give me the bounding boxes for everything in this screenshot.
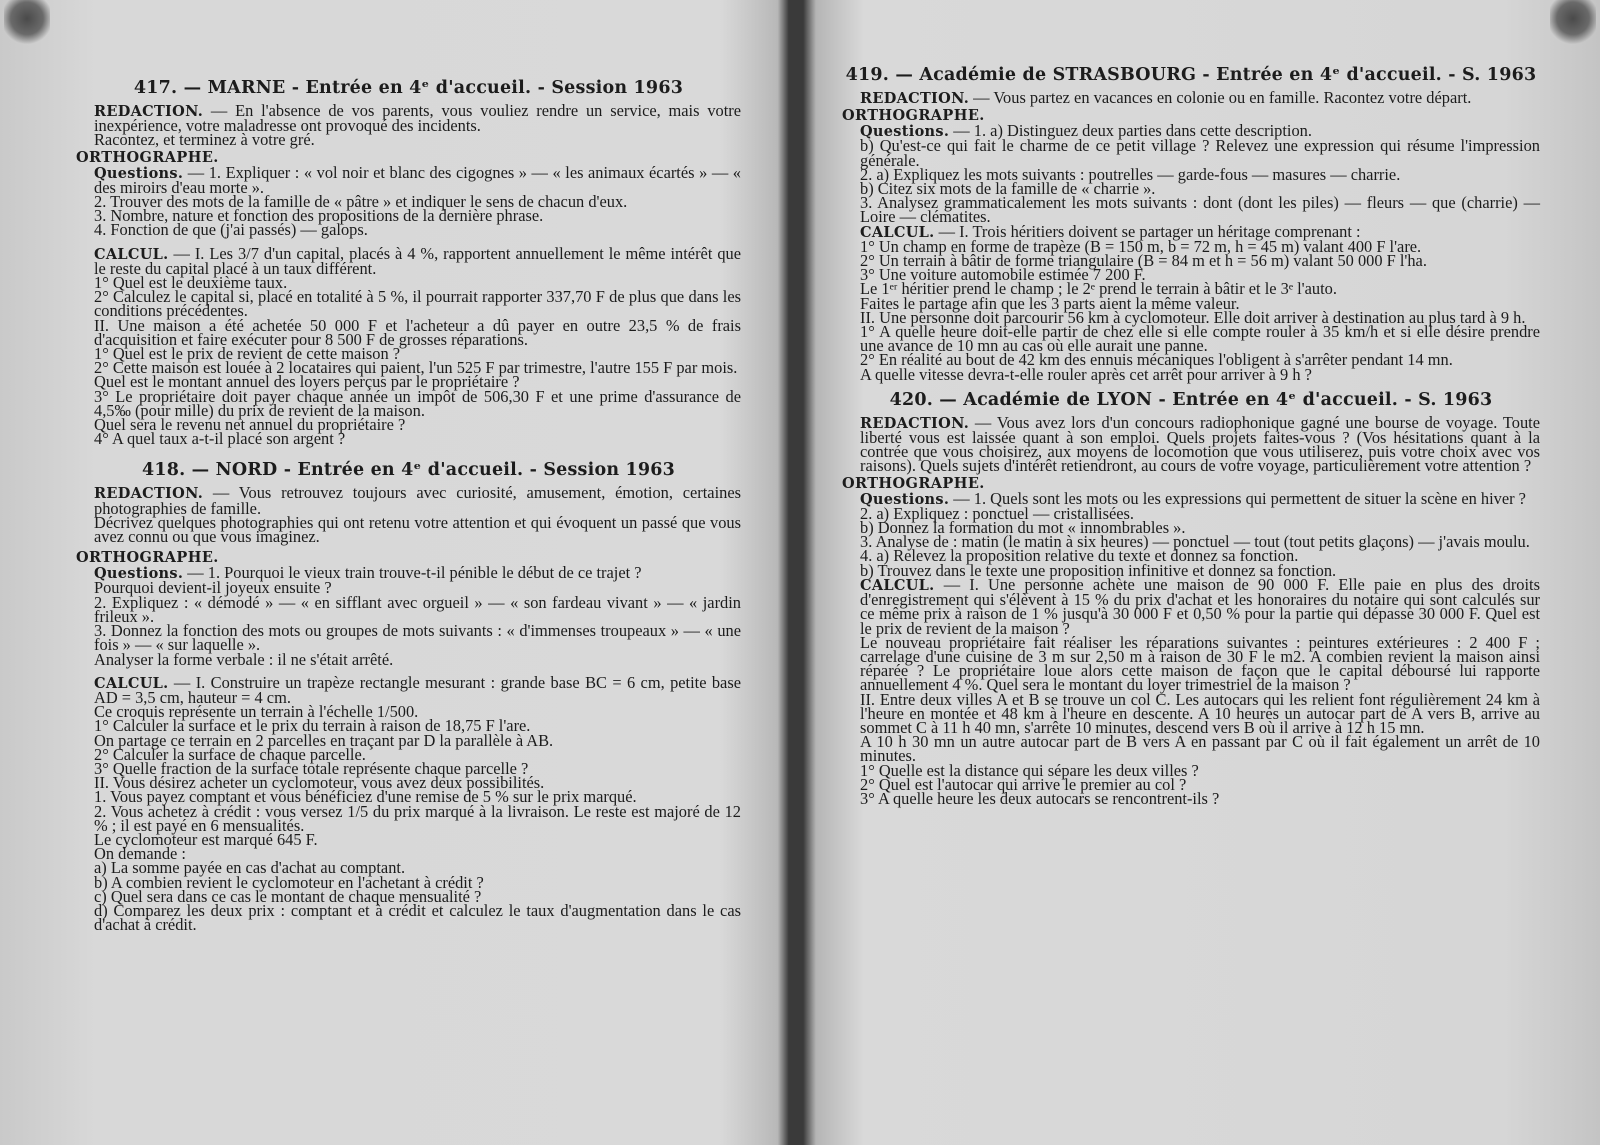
- exercise-420: [842, 390, 1540, 806]
- calcul-line: 2° Calculer la surface de chaque parcelle.: [94, 744, 366, 764]
- calcul-line: 3° Le propriétaire doit payer chaque année un impôt de 506,30 F et une prime d'assurance de 4,5‰ (pour mille) du prix de revient de la maison.: [94, 386, 741, 420]
- question-line: Questions. — 1. Expliquer : « vol noir et blanc des cigognes » — « les animaux écartés » — « des miroirs d'eau morte ».: [94, 162, 741, 197]
- exercise-heading: 419. — Académie de STRASBOURG - Entrée en 4ᵉ d'accueil. - S. 1963: [845, 65, 1537, 85]
- calcul-line: 1° Un champ en forme de trapèze (B = 150 m, b = 72 m, h = 45 m) valant 400 F l'are.: [860, 236, 1422, 256]
- calcul-line: II. Une maison a été achetée 50 000 F et l'acheteur a dû payer en outre 23,5 % de frais d'acquisition et faire exécuter pour 8 500 F de grosses réparations.: [94, 315, 741, 349]
- section-label: ORTHOGRAPHE.: [842, 474, 985, 492]
- calcul-line: 2° Cette maison est louée à 2 locataires qui paient, l'un 525 F par trimestre, l'autre 155 F par mois.: [94, 358, 738, 378]
- redaction-paragraph: REDACTION. — Vous partez en vacances en colonie ou en famille. Racontez votre départ.: [860, 88, 1472, 107]
- calcul-line: 2° Quel est l'autocar qui arrive le premier au col ?: [860, 774, 1187, 794]
- calcul-paragraph: CALCUL. — I. Trois héritiers doivent se partager un héritage comprenant :: [860, 221, 1361, 241]
- calcul-paragraph: CALCUL. — I. Construire un trapèze rectangle mesurant : grande base BC = 6 cm, petite base AD = 3,5 cm, hauteur = 4 cm.: [94, 672, 741, 707]
- calcul-line: 2. Vous achetez à crédit : vous versez 1/5 du prix marqué à la livraison. Le reste est majoré de 12 % ; il est payé en 6 mensualités.: [94, 801, 741, 835]
- calcul-line: 1° Quel est le deuxième taux.: [94, 273, 288, 293]
- section-label: ORTHOGRAPHE.: [842, 107, 985, 125]
- calcul-line: Le 1ᵉʳ héritier prend le champ ; le 2ᵉ prend le terrain à bâtir et le 3ᵉ l'auto.: [860, 279, 1337, 299]
- exercise-heading: 420. — Académie de LYON - Entrée en 4ᵉ d'accueil. - S. 1963: [889, 389, 1493, 410]
- calcul-line: 1° Calculer la surface et le prix du terrain à raison de 18,75 F l'are.: [94, 716, 531, 736]
- question-line: 2. a) Expliquez les mots suivants : poutrelles — garde-fous — masures — charrie.: [860, 164, 1401, 184]
- redaction-label: REDACTION.: [94, 103, 204, 120]
- question-line: 3. Analysez grammaticalement les mots suivants : dont (dont les piles) — fleurs — que (charrie) — Loire — clématites.: [860, 193, 1540, 227]
- exercise-417: [76, 78, 741, 449]
- question-line: b) Citez six mots de la famille de « charrie ».: [860, 179, 1156, 199]
- calcul-line: II. Vous désirez acheter un cyclomoteur, vous avez deux possibilités.: [94, 773, 545, 793]
- question-line: 4. Fonction de que (j'ai passés) — galops.: [94, 220, 368, 240]
- question-line: 3. Nombre, nature et fonction des propositions de la dernière phrase.: [94, 206, 544, 226]
- calcul-paragraph: CALCUL. — I. Une personne achète une maison de 90 000 F. Elle paie en plus des droits d'enregistrement qui s'élèvent à 15 % du prix d'achat et les honoraires du notaire qui sont calculés sur ce même prix à raison de 1 % jusqu'à 30 000 F et 0,50 % pour la partie qui dépasse 30 000 F. Quel est le prix de revient de la maison ?: [860, 574, 1540, 638]
- calcul-line: Ce croquis représente un terrain à l'échelle 1/500.: [94, 702, 419, 722]
- calcul-line: Quel sera le revenu net annuel du propriétaire ?: [94, 415, 406, 435]
- left-page: [0, 0, 785, 1145]
- redaction-paragraph: REDACTION. — En l'absence de vos parents, vous vouliez rendre un service, mais votre inexpérience, votre maladresse ont provoqué des incidents.: [94, 101, 741, 136]
- question-line: Questions. — 1. a) Distinguez deux parties dans cette description.: [860, 121, 1312, 141]
- question-line: Analyser la forme verbale : il ne s'était arrêté.: [94, 649, 394, 669]
- calcul-line: 1° Quelle est la distance qui sépare les deux villes ?: [860, 760, 1199, 780]
- question-line: 2. a) Expliquez : ponctuel — cristallisées.: [860, 503, 1135, 523]
- exercise-heading: 418. — NORD - Entrée en 4ᵉ d'accueil. - Session 1963: [141, 460, 676, 481]
- calcul-line: c) Quel sera dans ce cas le montant de chaque mensualité ?: [94, 886, 482, 906]
- calcul-line: Le nouveau propriétaire fait réaliser les réparations suivantes : peintures extérieures : 2 400 F ; carrelage d'une cuisine de 3 m sur 2,50 m à raison de 30 F le m2. A combien revient la maison ainsi réparée ? Le propriétaire loue alors cette maison de façon que le capital déboursé lui rapporte annuellement 4 %. Quel sera le montant du loyer trimestriel de la maison ?: [860, 632, 1540, 695]
- calcul-line: II. Une personne doit parcourir 56 km à cyclomoteur. Elle doit arriver à destination au plus tard à 9 h.: [860, 307, 1526, 327]
- calcul-line: On demande :: [94, 844, 186, 864]
- question-line: Questions. — 1. Pourquoi le vieux train trouve-t-il pénible le début de ce trajet ?: [94, 563, 642, 583]
- section-label: ORTHOGRAPHE.: [76, 148, 219, 166]
- calcul-line: a) La somme payée en cas d'achat au comptant.: [94, 858, 406, 878]
- calcul-line: 1° A quelle heure doit-elle partir de chez elle si elle compte rouler à 35 km/h et si elle désire prendre une avance de 10 mn au cas où elle aurait une panne.: [860, 322, 1540, 356]
- calcul-line: Faites le partage afin que les 3 parts aient la même valeur.: [860, 293, 1240, 313]
- question-line: b) Trouvez dans le texte une proposition infinitive et donnez sa fonction.: [860, 560, 1337, 580]
- calcul-line: 3° A quelle heure les deux autocars se rencontrent-ils ?: [860, 788, 1220, 808]
- question-line: Questions. — 1. Quels sont les mots ou les expressions qui permettent de situer la scène en hiver ?: [860, 488, 1526, 508]
- calcul-line: 2° Calculez le capital si, placé en totalité à 5 %, il pourrait rapporter 337,70 F de plus que dans les conditions précédentes.: [94, 287, 741, 321]
- right-page: [808, 0, 1600, 1145]
- redaction-line: Racontez, et terminez à votre gré.: [94, 130, 315, 150]
- calcul-line: 1° Quel est le prix de revient de cette maison ?: [94, 344, 401, 364]
- question-line: 2. Expliquez : « démodé » — « en sifflant avec orgueil » — « son fardeau vivant » — « jardin frileux ».: [94, 592, 741, 626]
- calcul-line: 1. Vous payez comptant et vous bénéficiez d'une remise de 5 % sur le prix marqué.: [94, 787, 637, 807]
- exercise-418: [76, 460, 741, 935]
- calcul-label: CALCUL.: [94, 245, 169, 263]
- calcul-line: II. Entre deux villes A et B se trouve un col C. Les autocars qui les relient font régulièrement 24 km à l'heure en montée et 48 km à l'heure en descente. A 10 heures un autocar part de A vers B, arrive au sommet C à 11 h 40 mn, s'arrête 10 minutes, descend vers B où il arrive à 12 h 15 mn.: [860, 689, 1540, 737]
- calcul-line: Quel est le montant annuel des loyers perçus par le propriétaire ?: [94, 372, 520, 392]
- redaction-line: Décrivez quelques photographies qui ont retenu votre attention et qui évoquent un passé que vous avez connu ou que vous imaginez.: [94, 512, 741, 547]
- question-line: 3. Donnez la fonction des mots ou groupes de mots suivants : « d'immenses troupeaux » — « une fois » — « sur laquelle ».: [94, 621, 741, 655]
- section-label: ORTHOGRAPHE.: [76, 549, 219, 567]
- calcul-line: b) A combien revient le cyclomoteur en l'achetant à crédit ?: [94, 872, 484, 892]
- question-line: 4. a) Relevez la proposition relative du texte et donnez sa fonction.: [860, 546, 1299, 566]
- calcul-line: 2° En réalité au bout de 42 km des ennuis mécaniques l'obligent à s'arrêter pendant 14 mn.: [860, 350, 1453, 370]
- redaction-paragraph: REDACTION. — Vous retrouvez toujours avec curiosité, amusement, émotion, certaines photographies de famille.: [94, 483, 741, 518]
- question-line: Pourquoi devient-il joyeux ensuite ?: [94, 578, 332, 598]
- question-line: 2. Trouver des mots de la famille de « pâtre » et indiquer le sens de chacun d'eux.: [94, 192, 628, 212]
- question-line: b) Donnez la formation du mot « innombrables ».: [860, 518, 1186, 538]
- question-line: b) Qu'est-ce qui fait le charme de ce petit village ? Relevez une expression qui résume l'impression générale.: [860, 136, 1540, 170]
- calcul-line: A quelle vitesse devra-t-elle rouler après cet arrêt pour arriver à 9 h ?: [860, 364, 1312, 384]
- calcul-line: On partage ce terrain en 2 parcelles en traçant par D la parallèle à AB.: [94, 730, 554, 750]
- calcul-line: 3° Quelle fraction de la surface totale représente chaque parcelle ?: [94, 758, 529, 778]
- exercise-419: [842, 65, 1540, 382]
- calcul-line: A 10 h 30 mn un autre autocar part de B vers A en passant par C où il fait également un arrêt de 10 minutes.: [860, 732, 1540, 766]
- calcul-line: 2° Un terrain à bâtir de forme triangulaire (B = 84 m et h = 56 m) valant 50 000 F l'ha.: [860, 251, 1427, 271]
- calcul-line: Le cyclomoteur est marqué 645 F.: [94, 829, 318, 849]
- calcul-paragraph: CALCUL. — I. Les 3/7 d'un capital, placés à 4 %, rapportent annuellement le même intérêt que le reste du capital placé à un taux différent.: [94, 243, 741, 278]
- exercise-heading: 417. — MARNE - Entrée en 4ᵉ d'accueil. - Session 1963: [133, 78, 684, 98]
- redaction-paragraph: REDACTION. — Vous avez lors d'un concours radiophonique gagné une bourse de voyage. Toute liberté vous est laissée quant à son emploi. Quels projets faites-vous ? (Vos hésitations quant à la contrée que vous choisirez, aux moyens de locomotion que vous utiliserez, puis votre choix avec vos raisons). Quels sujets d'intérêt retiendront, au cours de votre voyage, particulièrement votre attention ?: [860, 412, 1540, 476]
- calcul-line: 3° Une voiture automobile estimée 7 200 F.: [860, 265, 1146, 285]
- calcul-line: 4° A quel taux a-t-il placé son argent ?: [94, 429, 346, 449]
- calcul-line: d) Comparez les deux prix : comptant et à crédit et calculez le taux d'augmentation dans le cas d'achat à crédit.: [94, 900, 741, 935]
- question-line: 3. Analyse de : matin (le matin à six heures) — ponctuel — tout (tout petits glaçons) — j'avais moulu.: [860, 532, 1530, 552]
